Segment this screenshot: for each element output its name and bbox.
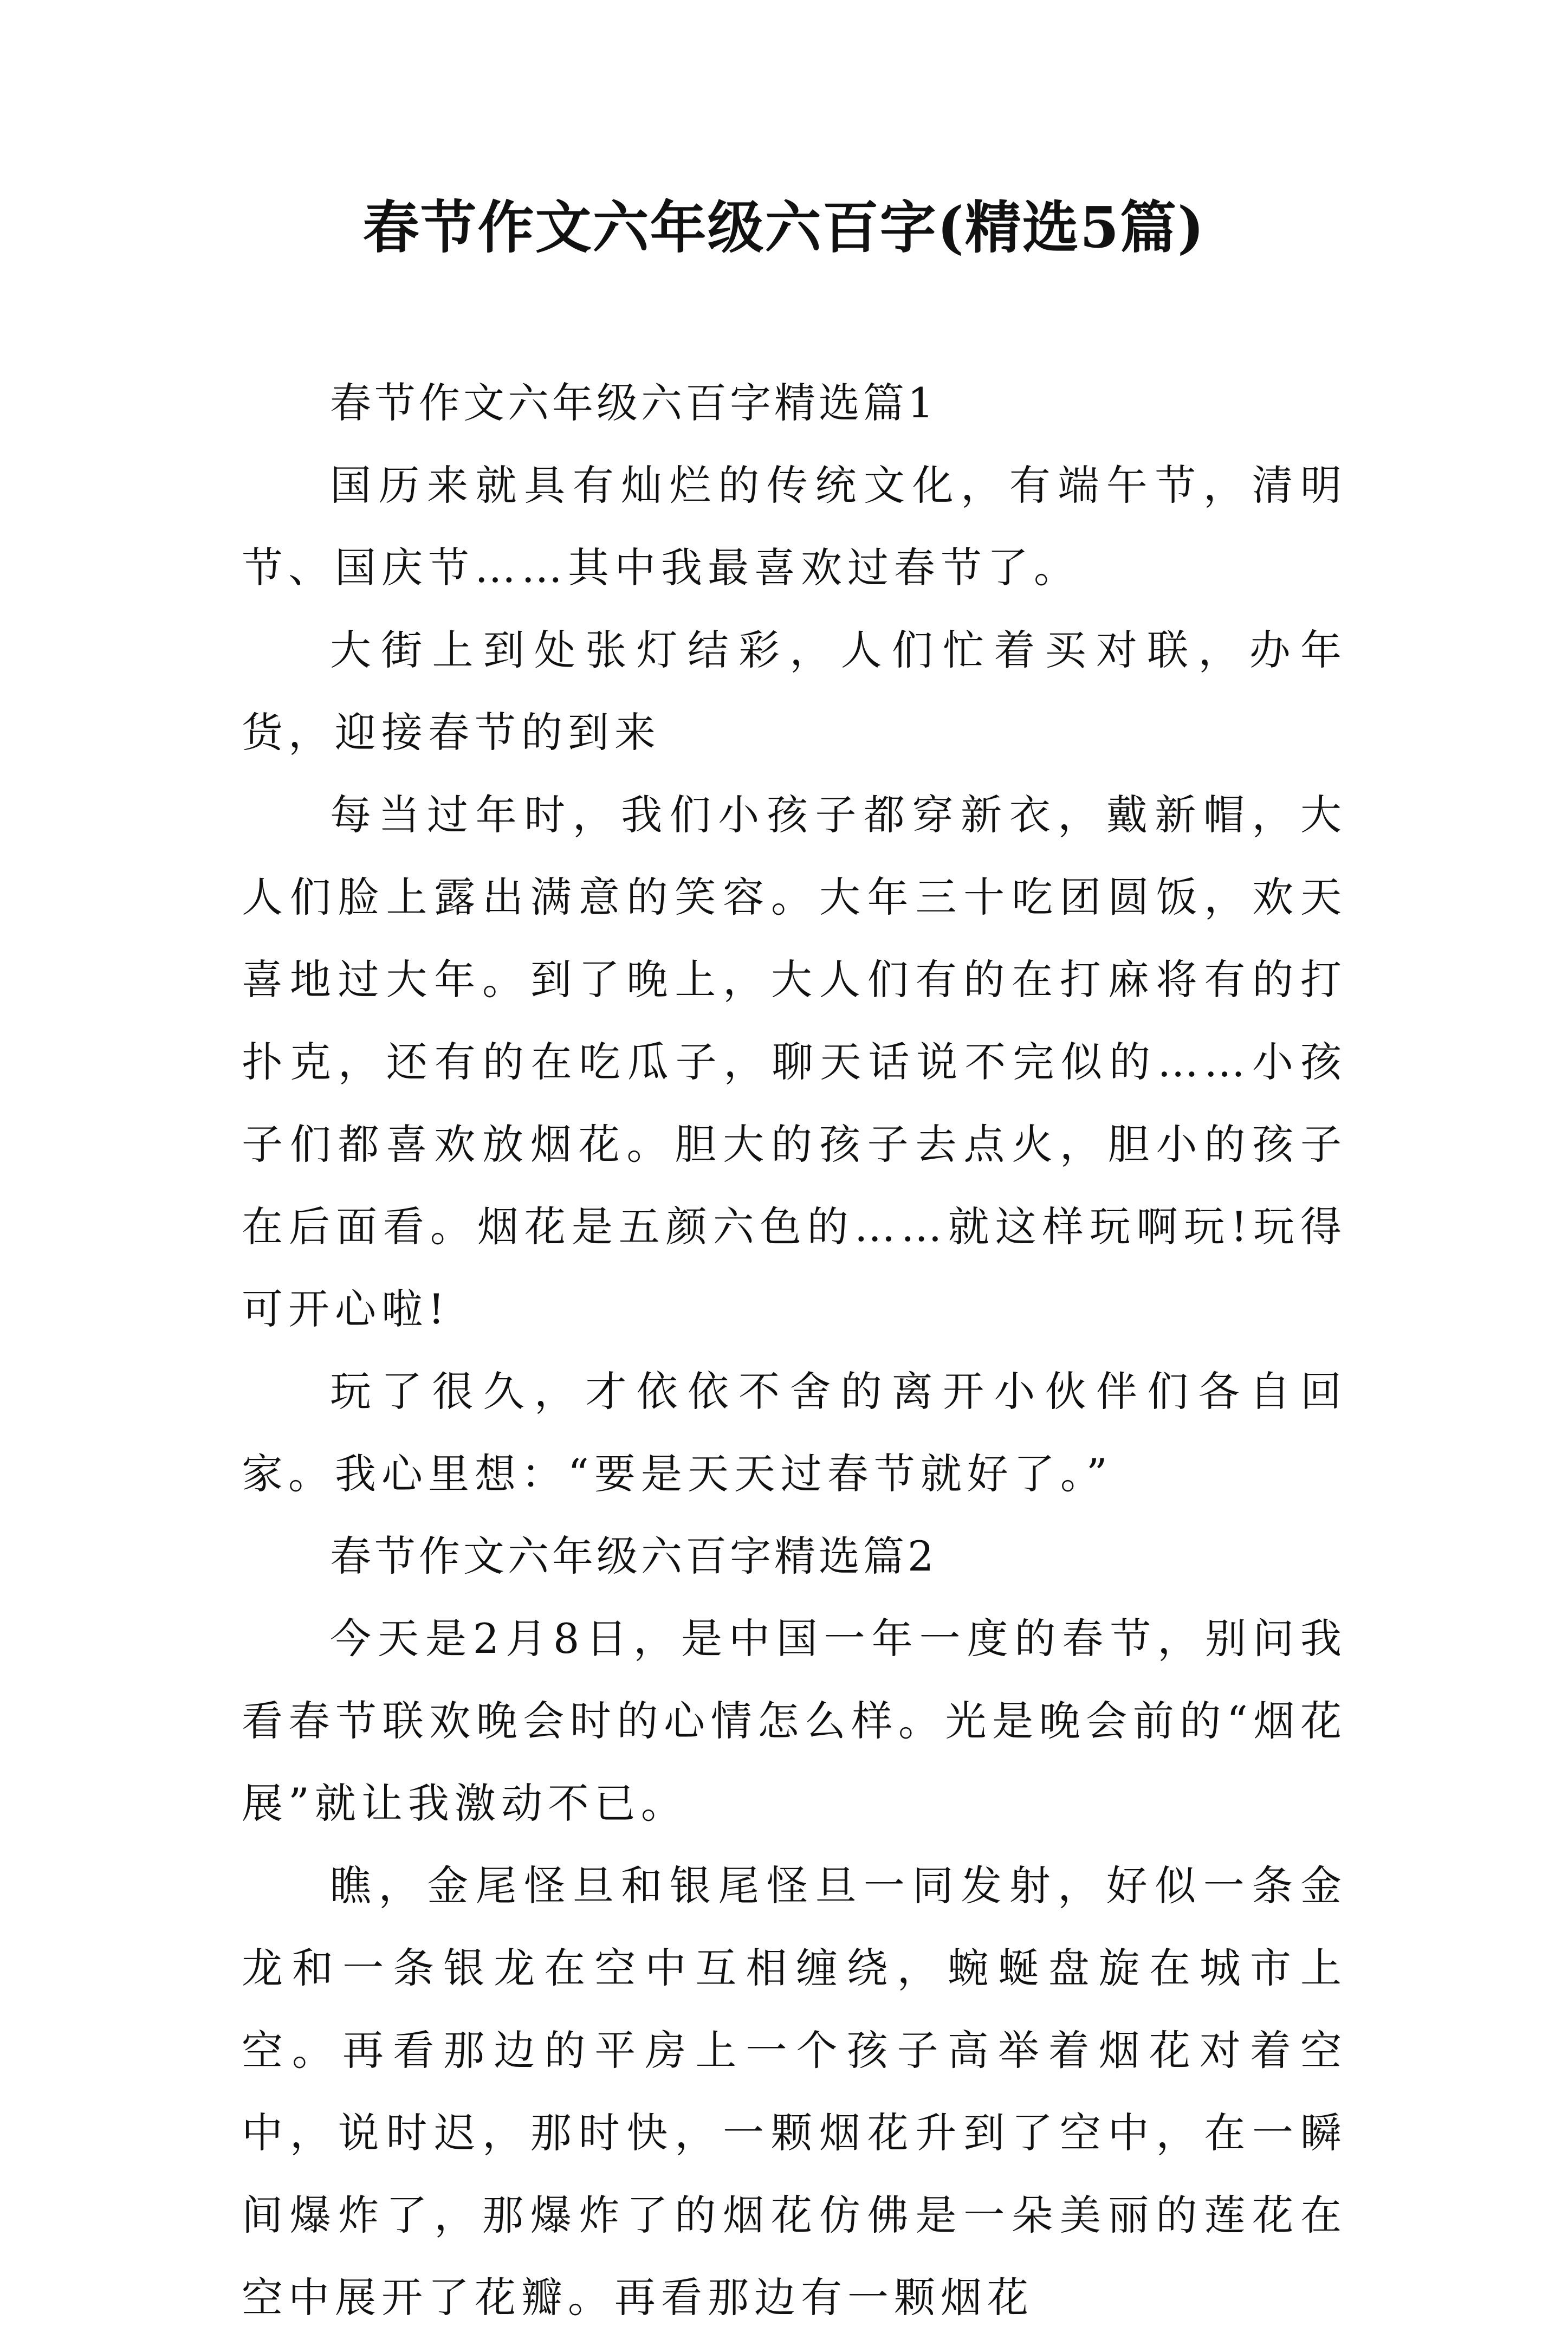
paragraph: 玩了很久，才依依不舍的离开小伙伴们各自回家。我心里想：“要是天天过春节就好了。” <box>242 1367 1347 1498</box>
document-body <box>242 362 1347 2339</box>
paragraph: 瞧，金尾怪旦和银尾怪旦一同发射，好似一条金龙和一条银龙在空中互相缠绕，蜿蜒盘旋在城市上空。再看那边的平房上一个孩子高举着烟花对着空中，说时迟，那时快，一颗烟花升到了空中，在一瞬间爆炸了，那爆炸了的烟花仿佛是一朵美丽的莲花在空中展开了花瓣。再看那边有一颗烟花 <box>242 1862 1347 2322</box>
section-heading-1: 春节作文六年级六百字精选篇1 <box>330 379 937 427</box>
paragraph: 国历来就具有灿烂的传统文化，有端午节，清明节、国庆节……其中我最喜欢过春节了。 <box>242 461 1347 592</box>
paragraph: 每当过年时，我们小孩子都穿新衣，戴新帽，大人们脸上露出满意的笑容。大年三十吃团圆饭，欢天喜地过大年。到了晚上，大人们有的在打麻将有的打扑克，还有的在吃瓜子，聊天话说不完似的……小孩子们都喜欢放烟花。胆大的孩子去点火，胆小的孩子在后面看。烟花是五颜六色的……就这样玩啊玩!玩得可开心啦! <box>242 791 1347 1333</box>
paragraph: 大街上到处张灯结彩，人们忙着买对联，办年货，迎接春节的到来 <box>242 626 1347 757</box>
section-heading-2: 春节作文六年级六百字精选篇2 <box>330 1532 937 1580</box>
document-title: 春节作文六年级六百字(精选5篇) <box>362 194 1206 261</box>
paragraph: 今天是2月8日，是中国一年一度的春节，别问我看春节联欢晚会时的心情怎么样。光是晚会前的“烟花展”就让我激动不已。 <box>242 1614 1347 1827</box>
